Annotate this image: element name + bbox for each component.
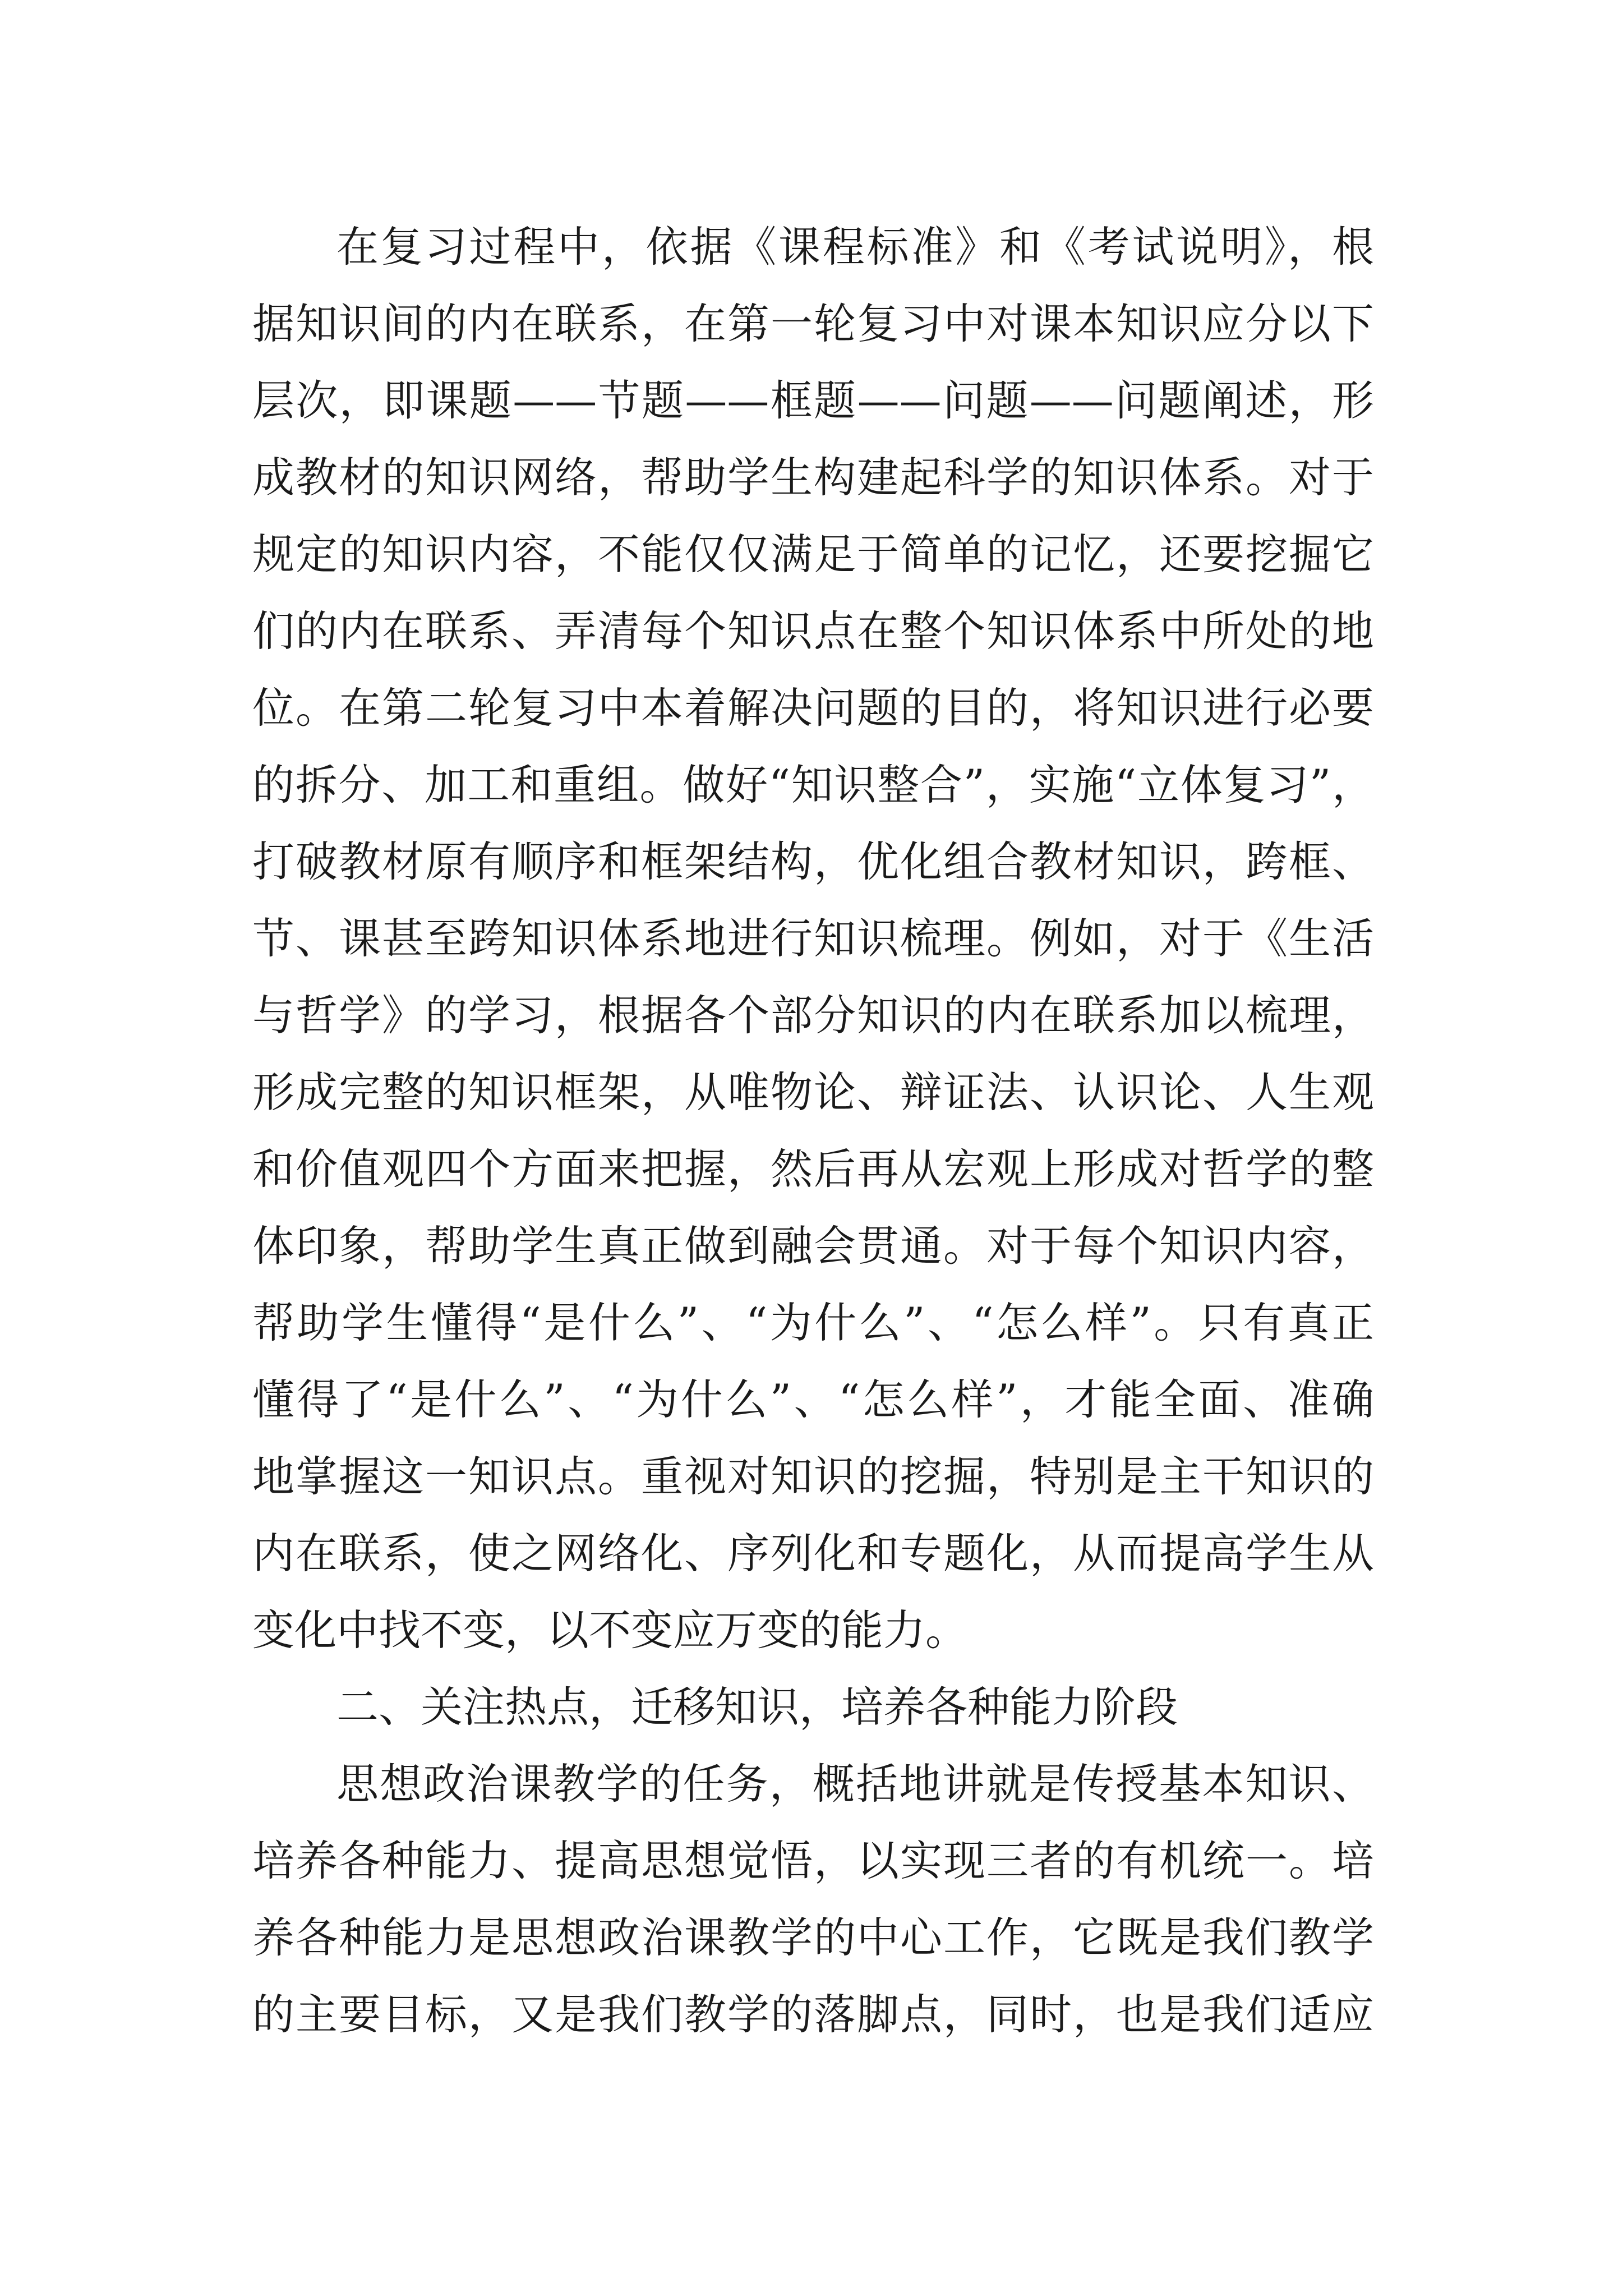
text-line: 的主要目标，又是我们教学的落脚点，同时，也是我们适应 xyxy=(252,1990,1374,2039)
text-line: 规定的知识内容，不能仅仅满足于简单的记忆，还要挖掘它 xyxy=(252,530,1374,579)
text-line: 和价值观四个方面来把握，然后再从宏观上形成对哲学的整 xyxy=(252,1144,1374,1194)
text-line: 培养各种能力、提高思想觉悟，以实现三者的有机统一。培 xyxy=(252,1836,1374,1885)
text-line: 帮助学生懂得“是什么”、“为什么”、“怎么样”。只有真正 xyxy=(252,1298,1374,1347)
text-line: 在复习过程中，依据《课程标准》和《考试说明》，根 xyxy=(336,222,1374,272)
text-line: 内在联系，使之网络化、序列化和专题化，从而提高学生从 xyxy=(252,1529,1374,1578)
text-line: 们的内在联系、弄清每个知识点在整个知识体系中所处的地 xyxy=(252,606,1374,656)
text-line: 变化中找不变，以不变应万变的能力。 xyxy=(252,1605,968,1655)
text-line: 懂得了“是什么”、“为什么”、“怎么样”，才能全面、准确 xyxy=(252,1375,1374,1424)
text-line: 与哲学》的学习，根据各个部分知识的内在联系加以梳理， xyxy=(252,991,1374,1040)
text-line: 位。在第二轮复习中本着解决问题的目的，将知识进行必要 xyxy=(252,683,1374,733)
text-line: 据知识间的内在联系，在第一轮复习中对课本知识应分以下 xyxy=(252,299,1374,348)
text-line: 养各种能力是思想政治课教学的中心工作，它既是我们教学 xyxy=(252,1913,1374,1962)
text-line: 体印象，帮助学生真正做到融会贯通。对于每个知识内容， xyxy=(252,1221,1374,1271)
text-line: 形成完整的知识框架，从唯物论、辩证法、认识论、人生观 xyxy=(252,1068,1374,1117)
text-line: 思想政治课教学的任务，概括地讲就是传授基本知识、 xyxy=(336,1759,1374,1809)
text-line: 节、课甚至跨知识体系地进行知识梳理。例如，对于《生活 xyxy=(252,914,1374,963)
body-text xyxy=(252,209,1374,2053)
text-line: 打破教材原有顺序和框架结构，优化组合教材知识，跨框、 xyxy=(252,837,1374,886)
section-heading: 二、关注热点，迁移知识，培养各种能力阶段 xyxy=(336,1682,1178,1732)
text-line: 成教材的知识网络，帮助学生构建起科学的知识体系。对于 xyxy=(252,453,1374,502)
text-line: 地掌握这一知识点。重视对知识的挖掘，特别是主干知识的 xyxy=(252,1452,1374,1501)
text-line: 层次，即课题——节题——框题——问题——问题阐述，形 xyxy=(252,376,1374,425)
text-line: 的拆分、加工和重组。做好“知识整合”，实施“立体复习”， xyxy=(252,760,1374,809)
